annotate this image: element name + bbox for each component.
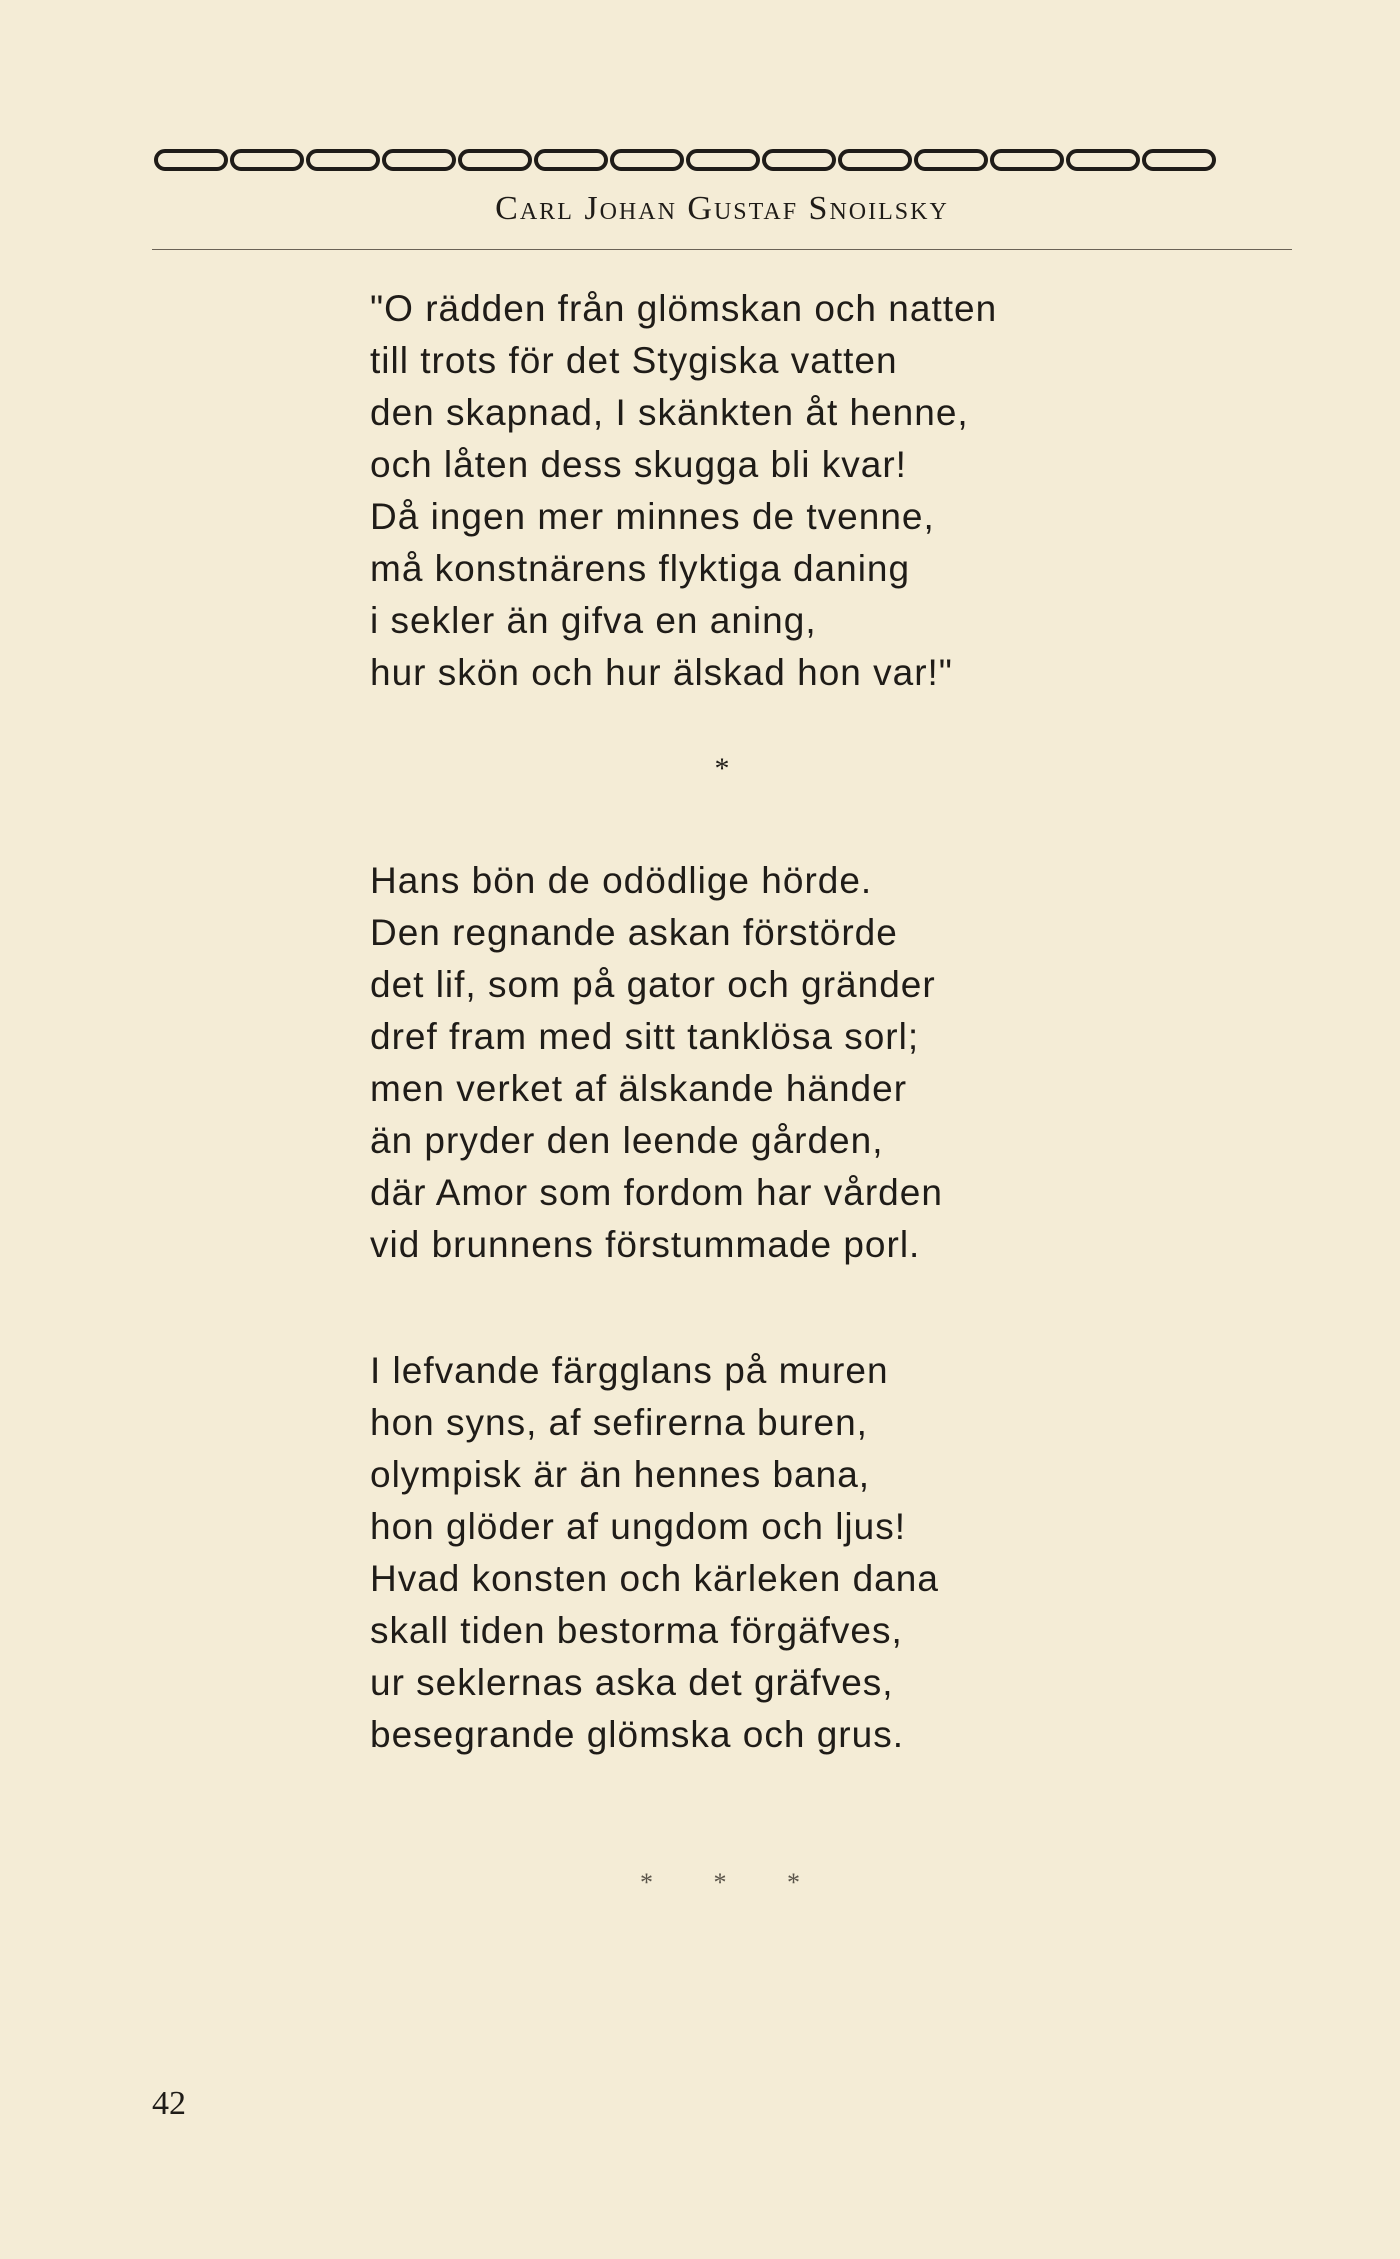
chain-link	[460, 151, 530, 169]
end-asterisks	[640, 1868, 800, 1898]
chain-link	[992, 151, 1062, 169]
chain-link	[156, 151, 226, 169]
stanza-3	[370, 1345, 1190, 1761]
stanza-1	[370, 283, 1190, 699]
poem-line: den skapnad, I skänkten åt henne,	[370, 392, 969, 433]
poem-line: hur skön och hur älskad hon var!"	[370, 652, 953, 693]
poem-line: I lefvande färgglans på muren	[370, 1350, 889, 1391]
poem-line: olympisk är än hennes bana,	[370, 1454, 871, 1495]
header-ornament-border	[152, 140, 1292, 180]
chain-link	[1068, 151, 1138, 169]
poem-line: hon syns, af sefirerna buren,	[370, 1402, 868, 1443]
end-asterisk: *	[713, 1868, 727, 1897]
poem-line: besegrande glömska och grus.	[370, 1714, 904, 1755]
chain-link	[308, 151, 378, 169]
poem-line: Hvad konsten och kärleken dana	[370, 1558, 939, 1599]
poem-line: skall tiden bestorma förgäfves,	[370, 1610, 903, 1651]
page-number: 42	[152, 2085, 186, 2122]
poem-line: men verket af älskande händer	[370, 1068, 908, 1109]
poem-line: Den regnande askan förstörde	[370, 912, 898, 953]
stanza-2	[370, 855, 1190, 1271]
poem-line: ur seklernas aska det gräfves,	[370, 1662, 894, 1703]
poem-line: i sekler än gifva en aning,	[370, 600, 817, 641]
poem-line: hon glöder af ungdom och ljus!	[370, 1506, 907, 1547]
poem-line: Då ingen mer minnes de tvenne,	[370, 496, 935, 537]
poem-line: det lif, som på gator och gränder	[370, 964, 936, 1005]
running-header	[152, 190, 1292, 228]
section-asterisk: *	[714, 752, 730, 785]
poem-line: må konstnärens flyktiga daning	[370, 548, 911, 589]
chain-link	[1144, 151, 1214, 169]
poem-line: till trots för det Stygiska vatten	[370, 340, 898, 381]
author-name: Carl Johan Gustaf Snoilsky	[495, 190, 949, 227]
chain-link	[840, 151, 910, 169]
chain-link	[688, 151, 758, 169]
chain-link	[384, 151, 454, 169]
poem-line: vid brunnens förstummade porl.	[370, 1224, 921, 1265]
poem-line: dref fram med sitt tanklösa sorl;	[370, 1016, 920, 1057]
poem-line: "O rädden från glömskan och natten	[370, 288, 998, 329]
end-asterisk: *	[787, 1868, 800, 1897]
poem-line: och låten dess skugga bli kvar!	[370, 444, 907, 485]
end-asterisk: *	[640, 1868, 653, 1897]
chain-link	[764, 151, 834, 169]
poem-line: än pryder den leende gården,	[370, 1120, 884, 1161]
poem-line: där Amor som fordom har vården	[370, 1172, 943, 1213]
chain-link	[232, 151, 302, 169]
header-rule	[152, 249, 1292, 250]
poem-line: Hans bön de odödlige hörde.	[370, 860, 873, 901]
chain-link	[916, 151, 986, 169]
chain-link	[612, 151, 682, 169]
chain-link	[536, 151, 606, 169]
